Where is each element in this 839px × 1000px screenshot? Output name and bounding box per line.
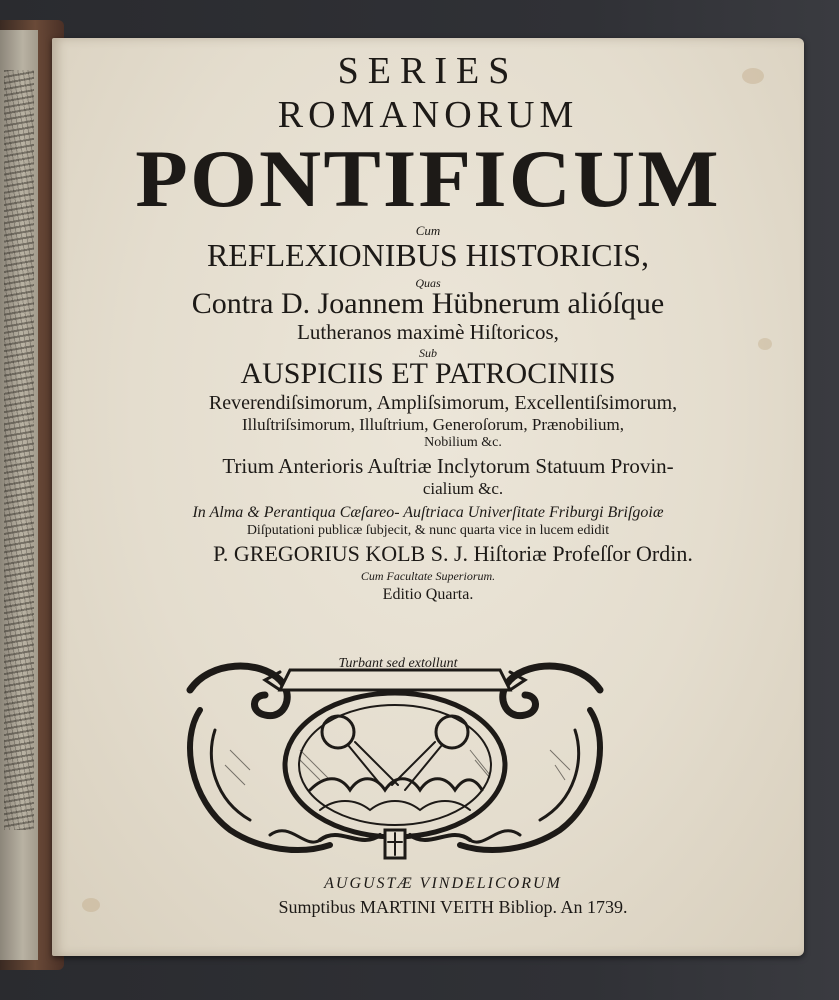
line-illustrissimorum: Illuſtriſsimorum, Illuſtrium, Generoſorum, Prænobilium,: [241, 415, 624, 434]
line-cialium: cialium &c.: [422, 479, 504, 498]
imprint-publisher: Sumptibus MARTINI VEITH Bibliop. An 1739.: [278, 897, 628, 917]
emblem-motto: Turbant sed extollunt: [338, 656, 458, 671]
word-sub: Sub: [419, 346, 437, 360]
line-lutheranos: Lutheranos maximè Hiſtoricos,: [297, 320, 559, 344]
line-reverendissimorum: Reverendiſsimorum, Ampliſsimorum, Excellentiſsimorum,: [208, 392, 678, 414]
subtitle-reflexionibus: REFLEXIONIBUS HISTORICIS,: [206, 237, 650, 273]
line-nobilium: Nobilium &c.: [424, 435, 502, 450]
baroque-cartouche-emblem: [170, 650, 620, 865]
author-line: P. GREGORIUS KOLB S. J. Hiſtoriæ Profeſſor Ordin.: [213, 541, 693, 566]
title-series: SERIES: [337, 50, 519, 92]
imprint-block: [52, 876, 804, 916]
line-contra: Contra D. Joannem Hübnerum alióſque: [191, 287, 665, 320]
imprint-place: AUGUSTÆ VINDELICORUM: [324, 875, 562, 892]
line-disputationi: Diſputationi publicæ ſubjecit, & nunc quarta vice in lucem edidit: [246, 523, 610, 538]
word-cum: Cum: [415, 223, 441, 238]
word-quas: Quas: [415, 276, 441, 290]
edition-line: Editio Quarta.: [382, 586, 474, 603]
title-pontificum: PONTIFICUM: [135, 133, 721, 224]
title-text-block: [52, 38, 804, 603]
title-romanorum: ROMANORUM: [277, 94, 579, 136]
engraving-strip: [4, 70, 34, 830]
line-trium: Trium Anterioris Auſtriæ Inclytorum Statuum Provin-: [222, 454, 674, 478]
line-facultate: Cum Facultate Superiorum.: [360, 569, 496, 583]
line-in-alma: In Alma & Perantiqua Cæſareo- Auſtriaca Univerſitate Friburgi Briſgoiæ: [192, 504, 664, 521]
line-auspiciis: AUSPICIIS ET PATROCINIIS: [240, 357, 616, 390]
